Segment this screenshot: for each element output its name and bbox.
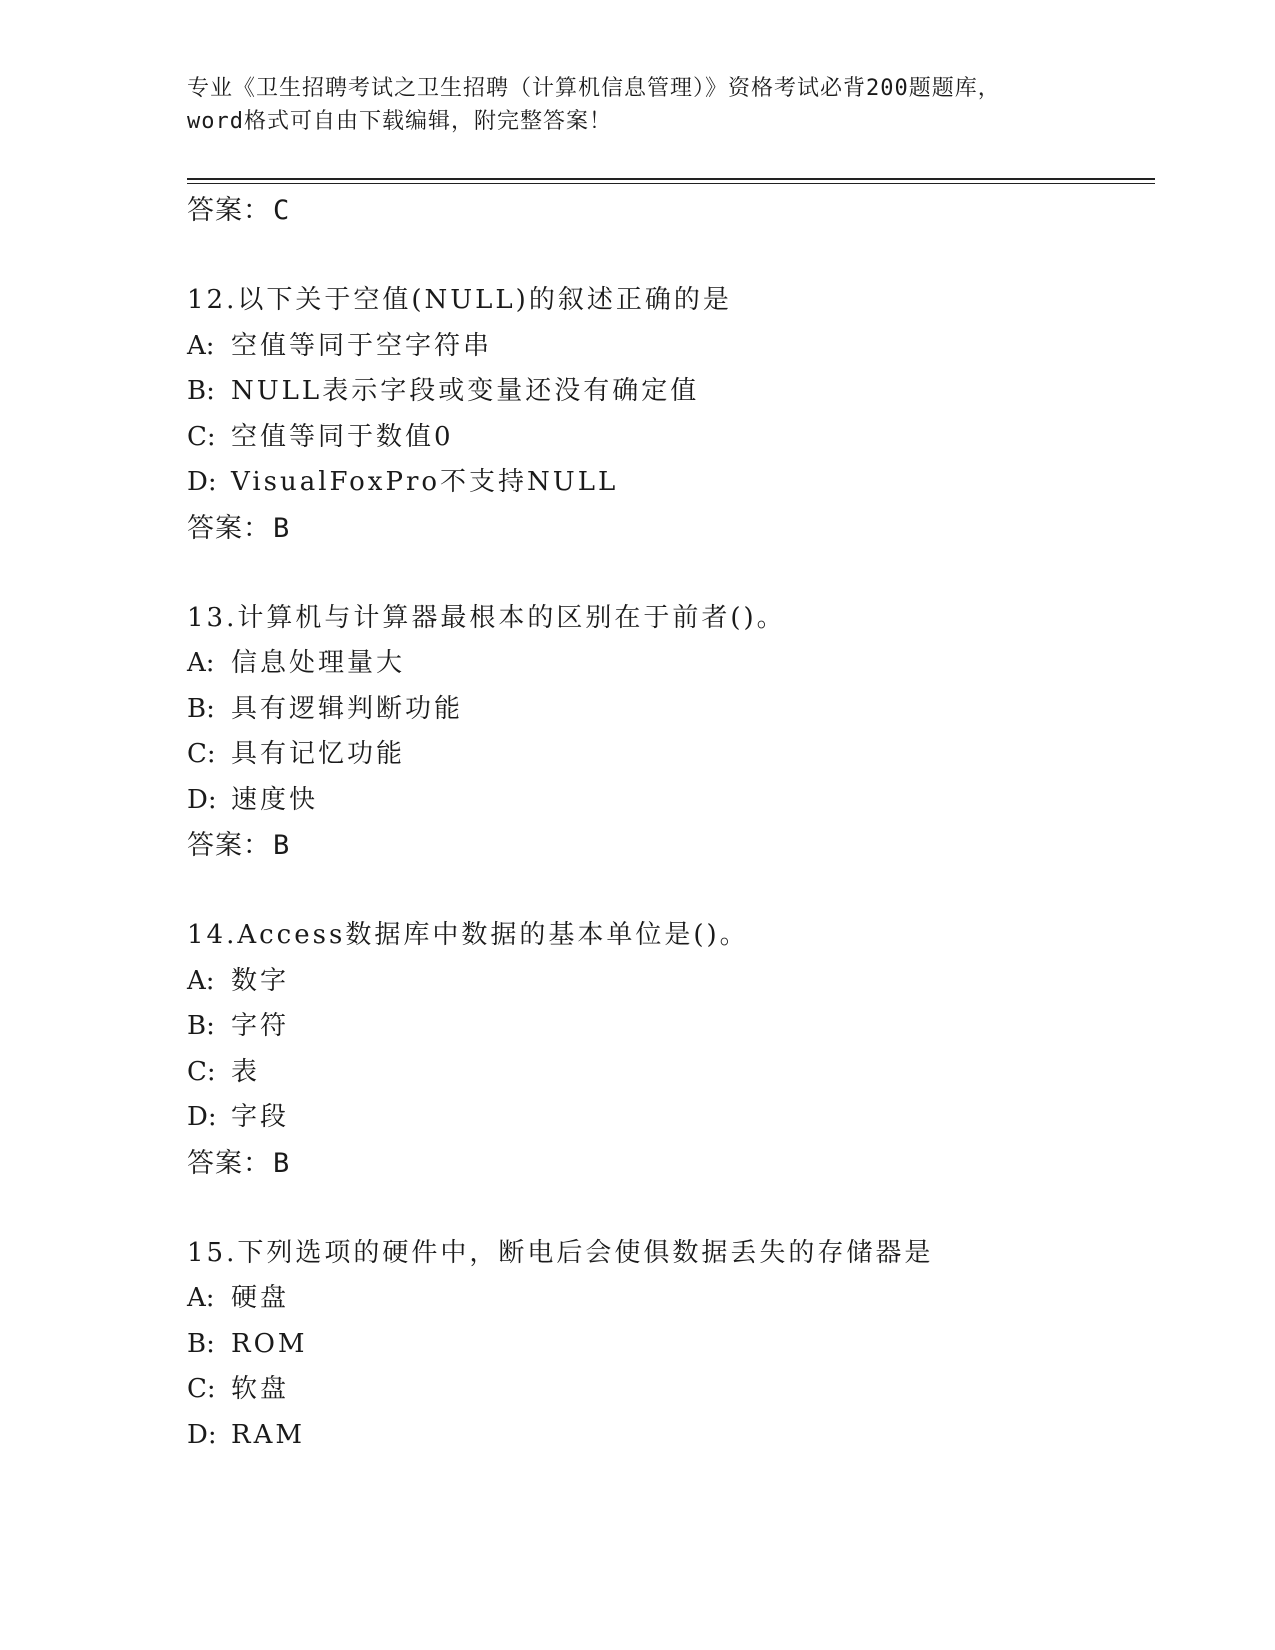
option-text: 字符 xyxy=(231,1011,290,1041)
option-b xyxy=(187,1004,1147,1050)
option-a xyxy=(187,959,1147,1005)
question-title: 14.Access数据库中数据的基本单位是()。 xyxy=(187,920,749,950)
option-letter: C: xyxy=(187,739,216,769)
question-title: 12.以下关于空值(NULL)的叙述正确的是 xyxy=(187,285,732,315)
header-divider xyxy=(187,178,1155,180)
option-text: 速度快 xyxy=(231,784,319,815)
option-letter: D: xyxy=(187,467,217,497)
option-text: 表 xyxy=(231,1056,261,1087)
option-letter: D: xyxy=(187,784,217,815)
option-letter: A: xyxy=(187,1283,215,1313)
question-list xyxy=(187,188,1147,1458)
option-letter: D: xyxy=(187,1102,217,1132)
option-c xyxy=(187,1050,1147,1096)
answer-line xyxy=(187,506,1147,552)
option-d xyxy=(187,1413,1147,1459)
option-text: 信息处理量大 xyxy=(231,648,406,678)
spacer xyxy=(187,1187,1147,1231)
spacer xyxy=(187,869,1147,913)
option-text: 软盘 xyxy=(231,1374,290,1404)
header-divider-thin xyxy=(187,183,1155,184)
option-letter: A: xyxy=(187,965,215,996)
option-text: 数字 xyxy=(231,965,290,996)
option-b xyxy=(187,369,1147,415)
spacer xyxy=(187,234,1147,278)
option-b xyxy=(187,1322,1147,1368)
option-a xyxy=(187,641,1147,687)
option-text: 空值等同于空字符串 xyxy=(231,330,493,361)
option-d xyxy=(187,1095,1147,1141)
header-line-2: word格式可自由下载编辑，附完整答案！ xyxy=(187,109,612,134)
option-text: 空值等同于数值0 xyxy=(231,421,454,452)
option-d xyxy=(187,460,1147,506)
option-text: ROM xyxy=(231,1328,308,1359)
option-text: 字段 xyxy=(231,1102,290,1132)
option-letter: B: xyxy=(187,376,215,406)
question-title: 15.下列选项的硬件中，断电后会使俱数据丢失的存储器是 xyxy=(187,1237,934,1268)
answer-value: B xyxy=(273,1147,291,1179)
answer-value: B xyxy=(273,512,291,544)
option-letter: B: xyxy=(187,693,215,724)
option-text: VisualFoxPro不支持NULL xyxy=(231,467,619,497)
option-text: 具有逻辑判断功能 xyxy=(231,693,464,724)
spacer xyxy=(187,552,1147,596)
option-a xyxy=(187,324,1147,370)
answer-line xyxy=(187,823,1147,869)
answer-label: 答案： xyxy=(187,1147,271,1179)
answer-label: 答案： xyxy=(187,512,271,544)
option-c xyxy=(187,415,1147,461)
option-letter: A: xyxy=(187,330,215,361)
option-letter: D: xyxy=(187,1419,217,1450)
answer-line xyxy=(187,188,1147,234)
option-letter: C: xyxy=(187,1374,216,1404)
option-letter: B: xyxy=(187,1011,215,1041)
question-title: 13.计算机与计算器最根本的区别在于前者()。 xyxy=(187,602,786,633)
option-text: 具有记忆功能 xyxy=(231,739,406,769)
answer-line xyxy=(187,1141,1147,1187)
header-line-1: 专业《卫生招聘考试之卫生招聘（计算机信息管理）》资格考试必背200题题库， xyxy=(187,76,1001,101)
answer-value: B xyxy=(273,830,291,861)
answer-value: C xyxy=(273,195,291,226)
option-d xyxy=(187,778,1147,824)
option-text: NULL表示字段或变量还没有确定值 xyxy=(231,376,700,406)
option-a xyxy=(187,1276,1147,1322)
option-b xyxy=(187,687,1147,733)
option-letter: B: xyxy=(187,1328,215,1359)
option-letter: A: xyxy=(187,648,215,678)
option-text: 硬盘 xyxy=(231,1283,290,1313)
option-letter: C: xyxy=(187,421,216,452)
option-text: RAM xyxy=(231,1419,305,1450)
option-c xyxy=(187,732,1147,778)
option-c xyxy=(187,1367,1147,1413)
answer-label: 答案： xyxy=(187,195,271,226)
answer-label: 答案： xyxy=(187,830,271,861)
option-letter: C: xyxy=(187,1056,216,1087)
document-header xyxy=(187,72,1087,138)
